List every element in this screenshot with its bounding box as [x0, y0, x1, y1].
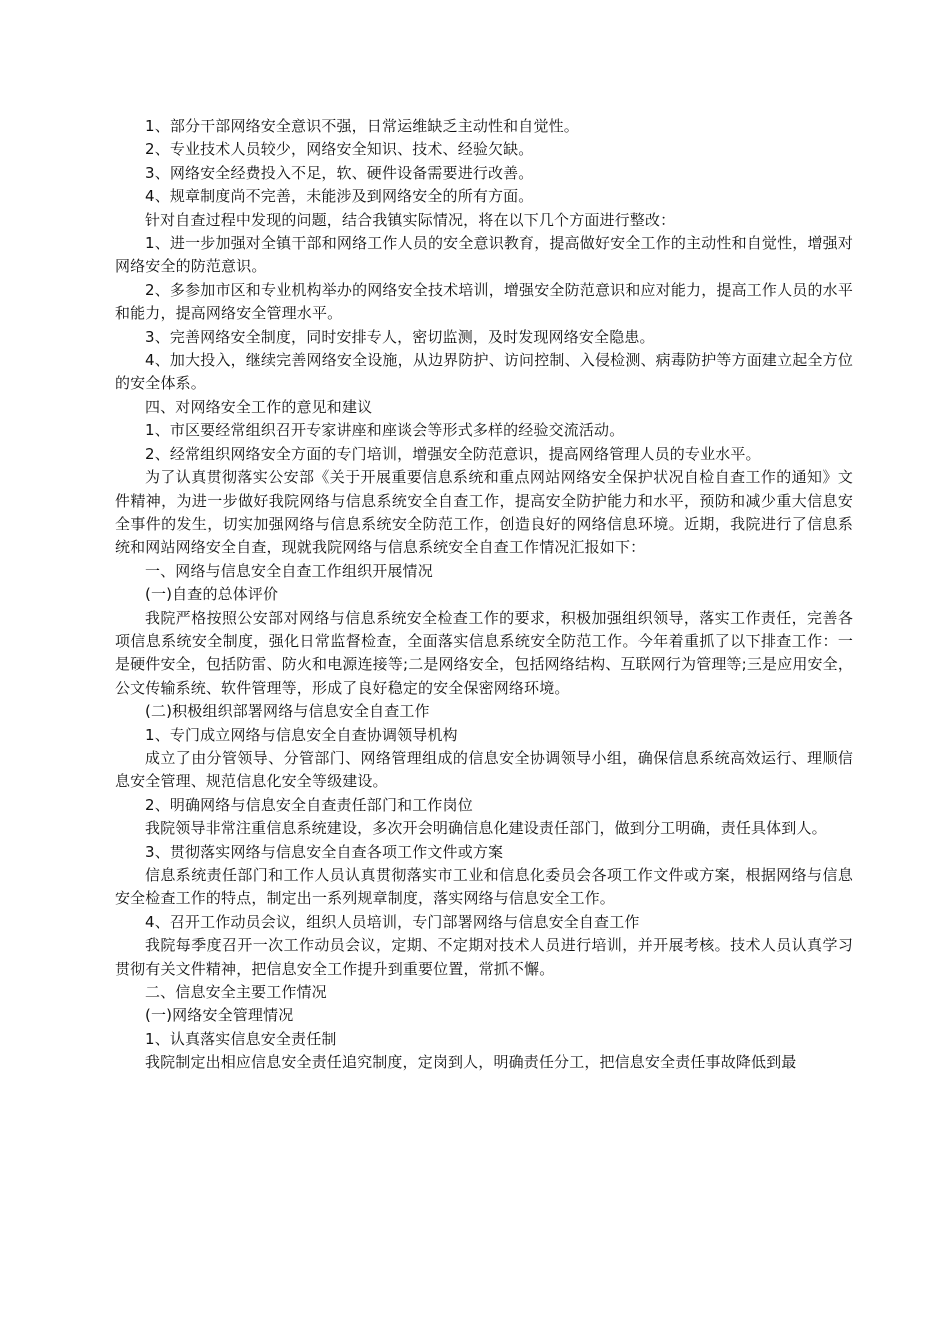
- paragraph: 1、进一步加强对全镇干部和网络工作人员的安全意识教育，提高做好安全工作的主动性和自觉性，增强对网络安全的防范意识。: [115, 234, 853, 276]
- subsection-heading: (一)网络安全管理情况: [145, 1006, 294, 1025]
- paragraph: 2、专业技术人员较少，网络安全知识、技术、经验欠缺。: [145, 140, 534, 159]
- item-heading: 1、认真落实信息安全责任制: [145, 1029, 337, 1048]
- paragraph: 为了认真贯彻落实公安部《关于开展重要信息系统和重点网站网络安全保护状况自检自查工作的通知》文件精神，为进一步做好我院网络与信息系统安全自查工作，提高安全防护能力和水平，预防和减少重大信息安全事件的发生，切实加强网络与信息系统安全防范工作，创造良好的网络信息环境。近期，我院进行了信息系统和网站网络安全自查，现就我院网络与信息系统安全自查工作情况汇报如下：: [115, 468, 853, 557]
- subsection-heading: (一)自查的总体评价: [145, 585, 279, 604]
- section-heading: 四、对网络安全工作的意见和建议: [145, 397, 373, 416]
- paragraph: 我院制定出相应信息安全责任追究制度，定岗到人，明确责任分工，把信息安全责任事故降低到最: [145, 1053, 797, 1072]
- paragraph: 我院严格按照公安部对网络与信息系统安全检查工作的要求，积极加强组织领导，落实工作责任，完善各项信息系统安全制度，强化日常监督检查，全面落实信息系统安全防范工作。今年着重抓了以下排查工作：一是硬件安全，包括防雷、防火和电源连接等;二是网络安全，包括网络结构、互联网行为管理等;三是应用安全，公文传输系统、软件管理等，形成了良好稳定的安全保密网络环境。: [115, 608, 853, 697]
- paragraph: 3、完善网络安全制度，同时安排专人，密切监测，及时发现网络安全隐患。: [145, 327, 655, 346]
- item-heading: 2、明确网络与信息安全自查责任部门和工作岗位: [145, 795, 473, 814]
- subsection-heading: (二)积极组织部署网络与信息安全自查工作: [145, 702, 430, 721]
- section-heading: 一、网络与信息安全自查工作组织开展情况: [145, 561, 433, 580]
- paragraph: 成立了由分管领导、分管部门、网络管理组成的信息安全协调领导小组，确保信息系统高效运行、理顺信息安全管理、规范信息化安全等级建设。: [115, 748, 853, 791]
- item-heading: 3、贯彻落实网络与信息安全自查各项工作文件或方案: [145, 842, 504, 861]
- paragraph: 我院每季度召开一次工作动员会议，定期、不定期对技术人员进行培训，并开展考核。技术人员认真学习贯彻有关文件精神，把信息安全工作提升到重要位置，常抓不懈。: [115, 936, 853, 978]
- document-page: [115, 115, 853, 1075]
- paragraph: 4、加大投入，继续完善网络安全设施，从边界防护、访问控制、入侵检测、病毒防护等方面建立起全方位的安全体系。: [115, 351, 853, 393]
- paragraph: 1、部分干部网络安全意识不强，日常运维缺乏主动性和自觉性。: [145, 117, 579, 135]
- paragraph: 1、市区要经常组织召开专家讲座和座谈会等形式多样的经验交流活动。: [145, 421, 625, 440]
- paragraph: 4、规章制度尚不完善，未能涉及到网络安全的所有方面。: [145, 187, 534, 206]
- item-heading: 1、专门成立网络与信息安全自查协调领导机构: [145, 725, 458, 744]
- paragraph: 信息系统责任部门和工作人员认真贯彻落实市工业和信息化委员会各项工作文件或方案，根据网络与信息安全检查工作的特点，制定出一系列规章制度，落实网络与信息安全工作。: [115, 866, 853, 908]
- paragraph: 3、网络安全经费投入不足，软、硬件设备需要进行改善。: [145, 163, 534, 182]
- paragraph: 2、多参加市区和专业机构举办的网络安全技术培训，增强安全防范意识和应对能力，提高工作人员的水平和能力，提高网络安全管理水平。: [115, 280, 853, 323]
- paragraph: 我院领导非常注重信息系统建设，多次开会明确信息化建设责任部门，做到分工明确，责任具体到人。: [145, 819, 827, 838]
- item-heading: 4、召开工作动员会议，组织人员培训，专门部署网络与信息安全自查工作: [145, 912, 640, 931]
- paragraph: 2、经常组织网络安全方面的专门培训，增强安全防范意识，提高网络管理人员的专业水平。: [145, 444, 761, 463]
- paragraph: 针对自查过程中发现的问题，结合我镇实际情况，将在以下几个方面进行整改：: [145, 210, 676, 229]
- section-heading: 二、信息安全主要工作情况: [145, 983, 327, 1002]
